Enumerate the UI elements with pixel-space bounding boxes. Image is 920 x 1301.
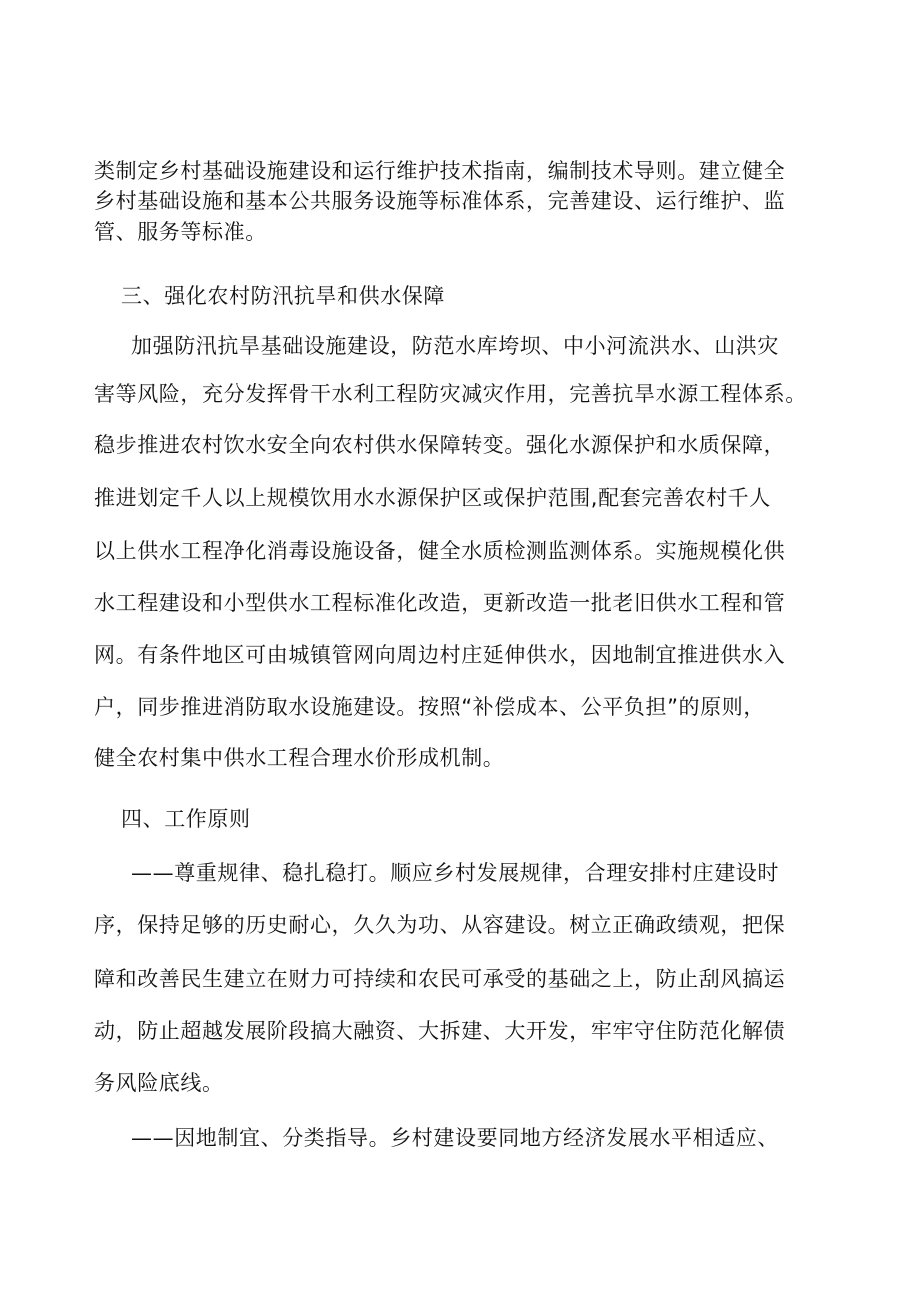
paragraph-principle-1-line-3: 障和改善民生建立在财力可持续和农民可承受的基础之上，防止刮风搞运 <box>94 967 786 991</box>
paragraph-principle-1-line-5: 务风险底线。 <box>94 1071 224 1095</box>
paragraph-water-line-7: 网。有条件地区可由城镇管网向周边村庄延伸供水，因地制宜推进供水入 <box>94 643 786 667</box>
paragraph-intro-line-3: 管、服务等标准。 <box>94 220 267 244</box>
paragraph-principle-1-line-2: 序，保持足够的历史耐心，久久为功、从容建设。树立正确政绩观，把保 <box>94 913 786 937</box>
section-heading-3: 三、强化农村防汛抗旱和供水保障 <box>121 284 445 308</box>
section-heading-4: 四、工作原则 <box>121 807 251 831</box>
paragraph-water-line-6: 水工程建设和小型供水工程标准化改造，更新改造一批老旧供水工程和管 <box>94 591 786 615</box>
paragraph-water-line-9: 健全农村集中供水工程合理水价形成机制。 <box>94 746 505 770</box>
paragraph-principle-1-line-1: ——尊重规律、稳扎稳打。顺应乡村发展规律，合理安排村庄建设时 <box>131 861 779 885</box>
paragraph-water-line-3: 稳步推进农村饮水安全向农村供水保障转变。强化水源保护和水质保障， <box>94 433 786 457</box>
paragraph-intro-line-2: 乡村基础设施和基本公共服务设施等标准体系，完善建设、运行维护、监 <box>94 189 786 213</box>
paragraph-water-line-1: 加强防汛抗旱基础设施建设，防范水库垮坝、中小河流洪水、山洪灾 <box>131 334 779 358</box>
paragraph-principle-1-line-4: 动，防止超越发展阶段搞大融资、大拆建、大开发，牢牢守住防范化解债 <box>94 1019 786 1043</box>
paragraph-intro-line-1: 类制定乡村基础设施建设和运行维护技术指南，编制技术导则。建立健全 <box>94 159 786 183</box>
paragraph-principle-2-line-1: ——因地制宜、分类指导。乡村建设要同地方经济发展水平相适应、 <box>131 1126 779 1150</box>
paragraph-water-line-2: 害等风险，充分发挥骨干水利工程防灾减灾作用，完善抗旱水源工程体系。 <box>94 382 807 406</box>
paragraph-water-line-4: 推进划定千人以上规模饮用水水源保护区或保护范围,配套完善农村千人 <box>94 486 771 510</box>
paragraph-water-line-8: 户，同步推进消防取水设施建设。按照“补偿成本、公平负担”的原则， <box>94 695 765 719</box>
paragraph-water-line-5: 以上供水工程净化消毒设施设备，健全水质检测监测体系。实施规模化供 <box>94 539 786 563</box>
